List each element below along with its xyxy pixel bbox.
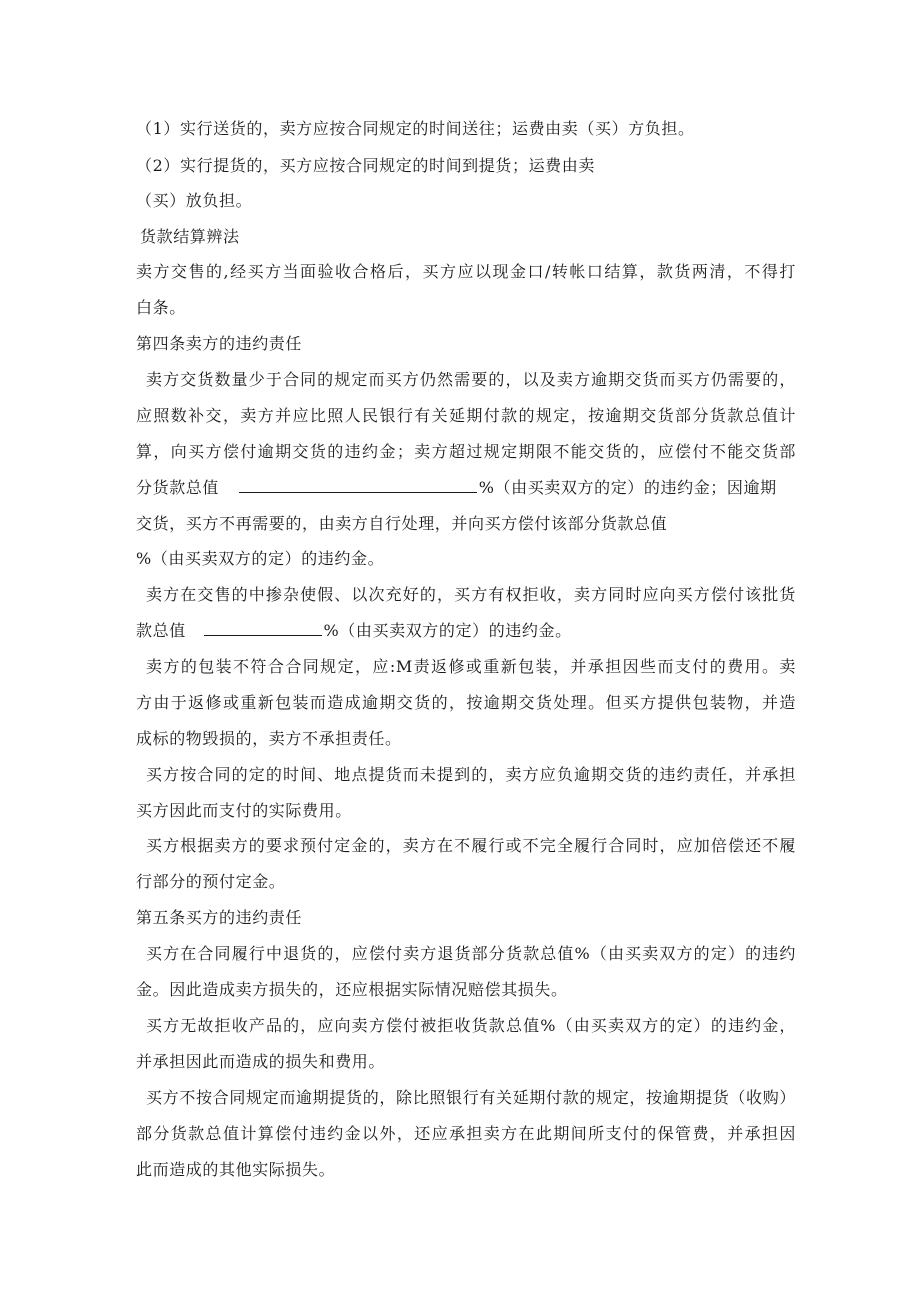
para-buyer-pickup-l2: 买方因此而支付的实际费用。: [136, 801, 352, 820]
para-buyer-late-pickup-l2: 部分货款总值计算偿付违约金以外，还应承担卖方在此期间所支付的保管费，并承担因: [136, 1124, 796, 1143]
para-delivery-2: （2）实行提货的，买方应按合同规定的时间到提货；运费由卖: [136, 156, 595, 175]
para-seller-quantity-l5: 交货，买方不再需要的，由卖方自行处理，并向买方偿付该部分货款总值: [136, 514, 668, 533]
para-seller-packaging-l2: 方由于返修或重新包装而造成逾期交货的，按逾期交货处理。但买方提供包装物，并造: [136, 693, 796, 712]
para-settlement-cont: 白条。: [136, 298, 186, 317]
para-buyer-pickup: 买方按合同的定的时间、地点提货而未提到的，卖方应负逾期交货的违约责任，并承担: [146, 765, 796, 784]
article-5-heading: 第五条买方的违约责任: [136, 908, 303, 927]
text-fragment: 分货款总值: [136, 478, 220, 497]
text-fragment: %（由买卖双方的定）的违约金。: [323, 621, 572, 640]
para-seller-quantity-l2: 应照数补交，卖方并应比照人民银行有关延期付款的规定，按逾期交货部分货款总值计: [136, 406, 796, 425]
para-buyer-reject: 买方无故拒收产品的，应向卖方偿付被拒收货款总值%（由买卖双方的定）的违约金，: [146, 1016, 796, 1035]
para-settlement: 卖方交售的,经买方当面验收合格后，买方应以现金口/转帐口结算，款货两清，不得打: [136, 262, 796, 281]
fill-in-blank[interactable]: [204, 621, 322, 636]
text-fragment: %（由买卖双方的定）的违约金；因逾期: [478, 478, 777, 497]
para-buyer-late-pickup: 买方不按合同规定而逾期提货的，除比照银行有关延期付款的规定，按逾期提货（收购）: [146, 1088, 796, 1107]
para-seller-packaging: 卖方的包装不符合合同规定，应:M责返修或重新包装，并承担因些而支付的费用。卖: [146, 657, 796, 676]
para-buyer-late-pickup-l3: 此而造成的其他实际损失。: [136, 1160, 336, 1179]
para-seller-packaging-l3: 成标的物毁损的，卖方不承担责任。: [136, 729, 402, 748]
section-heading-settlement: 货款结算辨法: [140, 227, 240, 246]
para-seller-quantity-l4: [136, 477, 796, 499]
fill-in-blank[interactable]: [239, 478, 477, 493]
para-deposit-l2: 行部分的预付定金。: [136, 872, 286, 891]
para-deposit: 买方根据卖方的要求预付定金的，卖方在不履行或不完全履行合同时，应加倍偿还不履: [146, 836, 796, 855]
para-buyer-return-l2: 金。因此造成卖方损失的，还应根据实际情况赔偿其损失。: [136, 980, 568, 999]
text-fragment: 款总值: [136, 621, 186, 640]
para-seller-quantity-l3: 算，向买方偿付逾期交货的违约金；卖方超过规定期限不能交货的，应偿付不能交货部: [136, 442, 796, 461]
para-seller-quantity: 卖方交货数量少于合同的规定而买方仍然需要的，以及卖方逾期交货而买方仍需要的，: [146, 370, 796, 389]
article-4-heading: 第四条卖方的违约责任: [136, 334, 303, 353]
para-delivery-1: （1）实行送货的，卖方应按合同规定的时间送往；运费由卖（买）方负担。: [136, 119, 695, 138]
para-seller-adulteration-l2: [136, 620, 796, 642]
para-seller-quantity-l6: %（由买卖双方的定）的违约金。: [136, 549, 385, 568]
para-buyer-reject-l2: 并承担因此而造成的损失和费用。: [136, 1052, 386, 1071]
para-buyer-return: 买方在合同履行中退货的，应偿付卖方退货部分货款总值%（由买卖双方的定）的违约: [146, 944, 796, 963]
para-delivery-2-cont: （买）放负担。: [136, 191, 253, 210]
para-seller-adulteration: 卖方在交售的中掺杂使假、以次充好的，买方有权拒收，卖方同时应向买方偿付该批货: [146, 585, 796, 604]
